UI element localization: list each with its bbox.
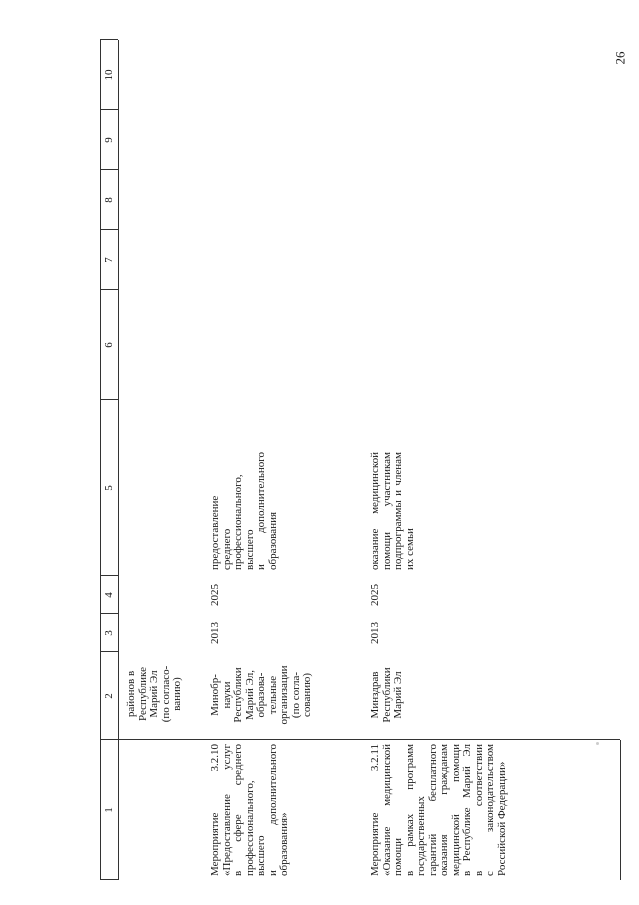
text-line: Марий Эл	[148, 670, 160, 718]
header-bottom-border	[118, 40, 119, 880]
text-line: государственных	[415, 796, 427, 876]
text-line: 2025	[209, 584, 221, 606]
text-line: Минобр-	[209, 674, 221, 716]
col-header-3: 3	[103, 630, 115, 636]
text-line: среднего	[220, 528, 233, 570]
text-line: высшего	[243, 529, 256, 570]
row1-col1	[210, 744, 291, 876]
text-line: их семьи	[403, 528, 416, 570]
page-number: 26	[612, 51, 628, 65]
col-header-5: 5	[103, 485, 115, 491]
row2-col2	[370, 652, 405, 738]
col-header-8: 8	[103, 197, 115, 203]
text-line: организации	[278, 665, 290, 725]
text-line: гарантий бесплатного	[426, 744, 439, 876]
text-line: оказание медицинской	[369, 452, 381, 570]
text-line: помощи	[392, 838, 404, 876]
text-line: и дополнительного	[266, 744, 279, 876]
text-line: с законодательством	[484, 744, 496, 876]
text-line: 2025	[369, 584, 381, 606]
row2-end-year	[370, 576, 382, 614]
text-line: Марий Эл,	[243, 669, 256, 721]
text-line: профессионального,	[243, 780, 256, 876]
col-header-7: 7	[103, 257, 115, 263]
col-header-4: 4	[103, 592, 115, 598]
row1-col2	[210, 652, 314, 738]
row1-end-year	[210, 576, 222, 614]
text-line: в Республике Марий Эл	[461, 744, 473, 876]
text-line: и дополнительного	[255, 452, 267, 570]
col-header-6: 6	[103, 342, 115, 348]
text-line: образова-	[255, 672, 267, 718]
text-line: сованию)	[301, 673, 313, 717]
text-line: Мероприятие 3.2.10	[209, 744, 221, 876]
col-header-2: 2	[103, 693, 115, 699]
text-line: Мероприятие 3.2.11	[369, 744, 381, 876]
table-bottom-border	[620, 740, 621, 880]
row0-col2	[126, 658, 184, 730]
col-header-1: 1	[103, 807, 115, 813]
text-line: Российской Федерации»	[495, 761, 508, 876]
text-line: подпрограммы и членам	[392, 452, 404, 570]
text-line: Марий Эл	[392, 671, 404, 719]
text-line: (по согласо-	[159, 665, 172, 723]
col-header-10: 10	[103, 69, 115, 81]
scan-speck	[596, 742, 599, 745]
text-line: районов в	[125, 670, 137, 718]
rotated-table	[100, 40, 620, 880]
text-line: науки	[220, 681, 233, 709]
text-line: 2013	[209, 622, 221, 644]
row1-start-year	[210, 614, 222, 652]
text-line: Республики	[232, 667, 244, 723]
text-line: предоставление	[209, 495, 221, 570]
text-line: в сфере среднего	[232, 744, 244, 876]
text-line: в соответствии	[472, 744, 485, 876]
text-line: «Предоставление услуг	[220, 744, 233, 876]
text-line: образования»	[278, 812, 290, 876]
text-line: ванию)	[171, 677, 183, 711]
text-line: медицинской помощи	[449, 744, 462, 876]
row2-col5	[370, 452, 416, 570]
row1-col5	[210, 452, 279, 570]
col1-right-border	[118, 739, 620, 740]
text-line: оказания гражданам	[438, 744, 450, 876]
text-line: в рамках программ	[403, 744, 416, 876]
text-line: Минздрав	[369, 671, 381, 719]
text-line: тельные	[266, 675, 279, 715]
row2-col1	[370, 744, 508, 876]
text-line: Республики	[380, 667, 393, 723]
text-line: образования	[266, 511, 279, 570]
text-line: помощи участникам	[380, 452, 393, 570]
text-line: высшего	[255, 835, 267, 876]
text-line: Республике	[136, 667, 149, 721]
text-line: 2013	[369, 622, 381, 644]
text-line: (по согла-	[289, 671, 302, 719]
text-line: профессионального,	[232, 474, 244, 570]
col-header-9: 9	[103, 137, 115, 143]
text-line: «Оказание медицинской	[380, 744, 393, 876]
row2-start-year	[370, 614, 382, 652]
